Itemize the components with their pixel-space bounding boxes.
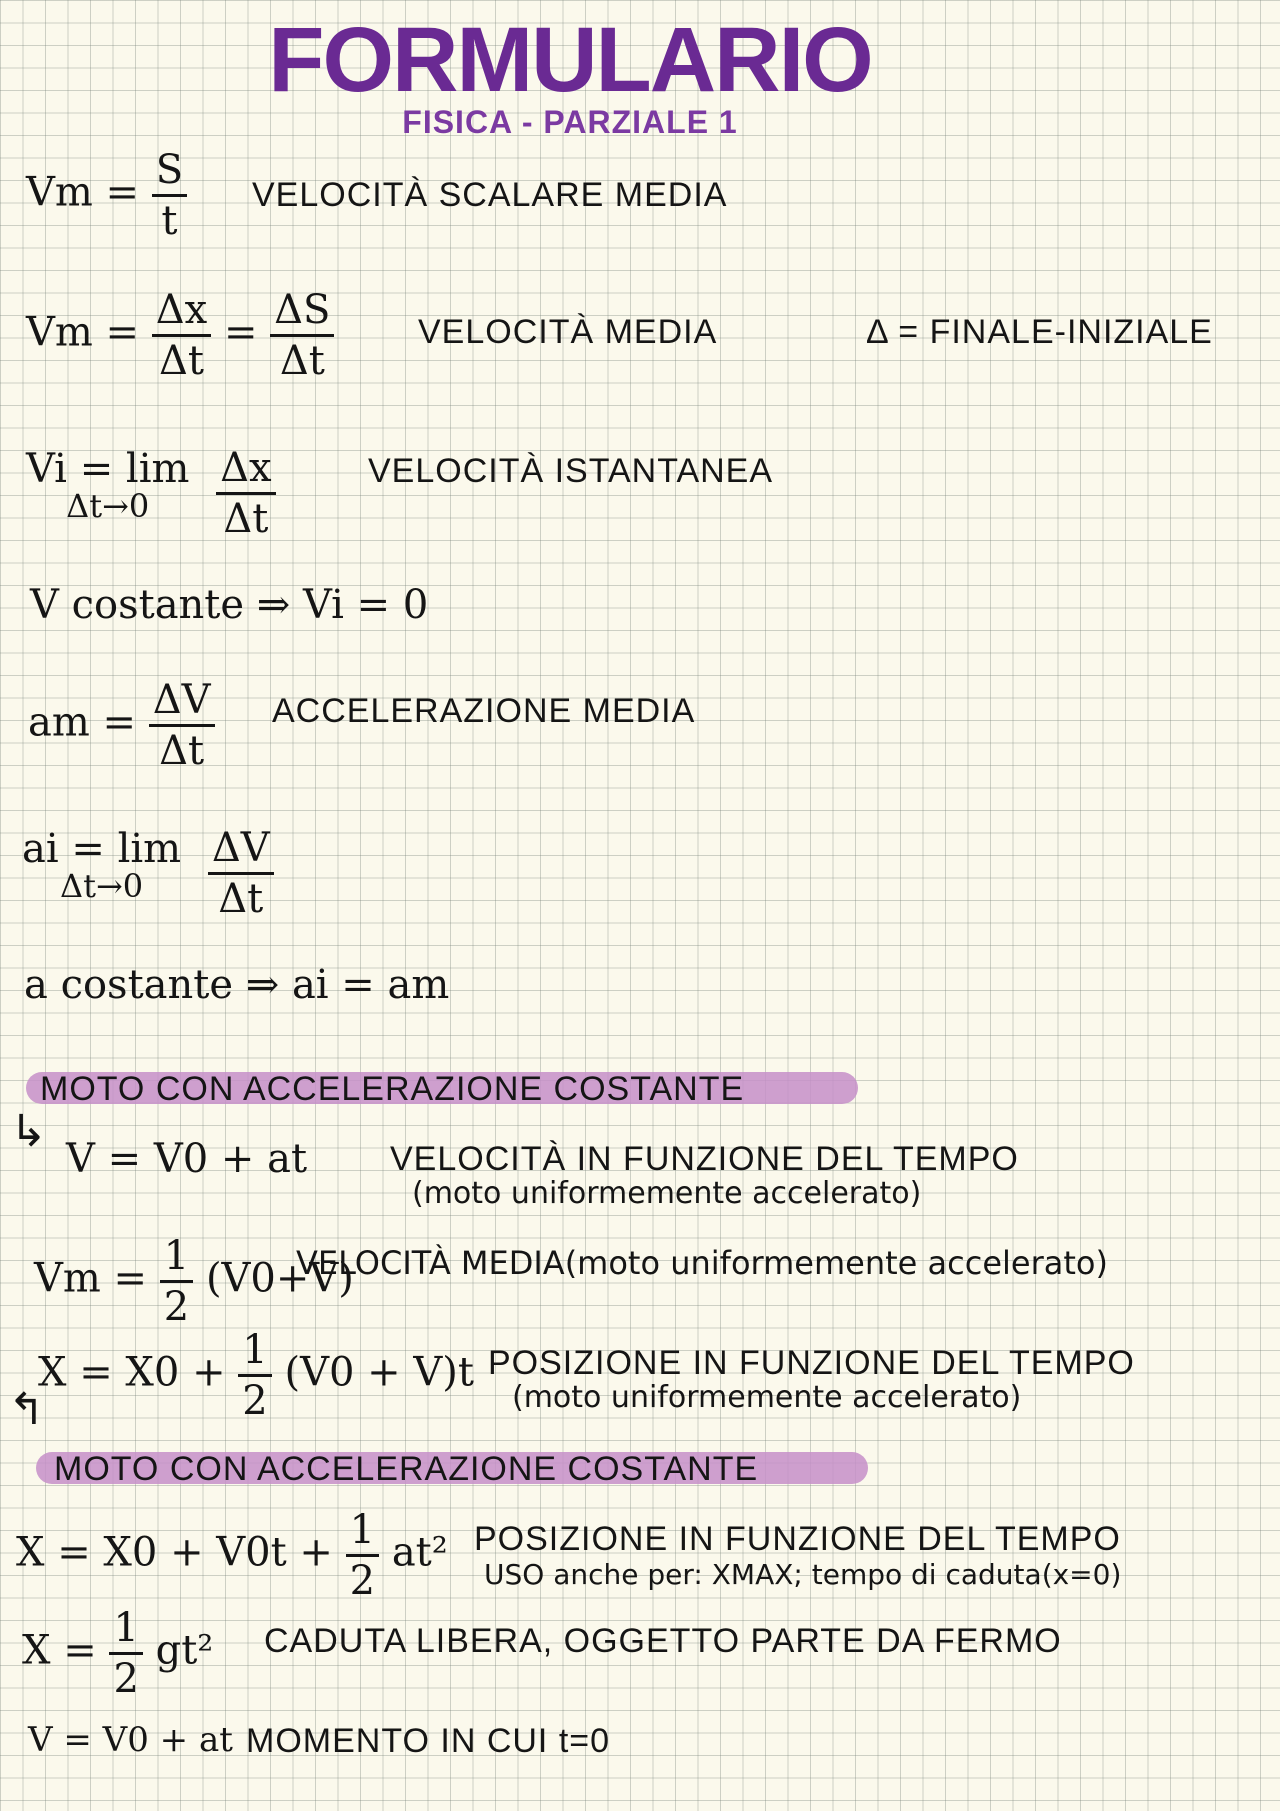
fraction bbox=[216, 445, 275, 542]
a-constant-rule: a costante ⇒ ai = am bbox=[24, 962, 450, 1008]
formula-x-time bbox=[38, 1327, 474, 1424]
fraction-denominator: 2 bbox=[163, 1284, 190, 1330]
formula-vi bbox=[26, 445, 276, 542]
formula-vm-scalar bbox=[26, 147, 187, 244]
fraction-numerator: S bbox=[152, 150, 187, 197]
note-x-time: (moto uniformemente accelerato) bbox=[512, 1380, 1022, 1415]
label-x-time: POSIZIONE IN FUNZIONE DEL TEMPO bbox=[488, 1344, 1135, 1382]
formula-rest: (V0 + V)t bbox=[284, 1349, 474, 1396]
limit bbox=[26, 448, 189, 524]
fraction-numerator: Δx bbox=[152, 290, 211, 337]
fraction-numerator: 1 bbox=[346, 1510, 379, 1557]
label-x-position: POSIZIONE IN FUNZIONE DEL TEMPO bbox=[474, 1520, 1121, 1558]
formula-ai bbox=[22, 825, 274, 922]
formula-lhs: Vm = bbox=[26, 169, 140, 216]
fraction-numerator: 1 bbox=[160, 1236, 193, 1283]
fraction bbox=[152, 287, 211, 384]
fraction-denominator: Δt bbox=[223, 496, 269, 542]
fraction bbox=[152, 147, 187, 244]
formula-x-position bbox=[16, 1507, 448, 1604]
fraction bbox=[160, 1233, 193, 1330]
section-heading: MOTO CON ACCELERAZIONE COSTANTE bbox=[40, 1070, 745, 1108]
fraction-denominator: Δt bbox=[279, 338, 325, 384]
fraction-numerator: 1 bbox=[238, 1330, 271, 1377]
fraction bbox=[346, 1507, 379, 1604]
formula-lhs: Vm = bbox=[26, 309, 140, 356]
label-vm-scalar: VELOCITÀ SCALARE MEDIA bbox=[252, 176, 728, 214]
formula-rest: (V0+V) bbox=[205, 1255, 354, 1302]
note-x-position: USO anche per: XMAX; tempo di caduta(x=0) bbox=[484, 1558, 1122, 1591]
limit-head: Vi = lim bbox=[26, 446, 190, 492]
label-vm: VELOCITÀ MEDIA bbox=[418, 313, 718, 351]
formula-vm bbox=[26, 287, 334, 384]
label-free-fall: CADUTA LIBERA, OGGETTO PARTE DA FERMO bbox=[264, 1622, 1062, 1660]
fraction-denominator: t bbox=[161, 198, 178, 244]
label-vm-mean: VELOCITÀ MEDIA(moto uniformemente accelerato) bbox=[296, 1244, 1108, 1282]
formula-rest: at² bbox=[391, 1529, 448, 1576]
page-title: FORMULARIO bbox=[268, 9, 872, 111]
fraction bbox=[109, 1605, 142, 1702]
formula-lhs: X = X0 + V0t + bbox=[16, 1529, 333, 1576]
formula-free-fall bbox=[22, 1605, 214, 1702]
fraction-numerator: ΔV bbox=[149, 680, 215, 727]
curved-arrow-icon: ↳ bbox=[10, 1106, 47, 1157]
limit bbox=[22, 828, 181, 904]
formula-lhs: am = bbox=[28, 699, 137, 746]
limit-subscript: Δt→0 bbox=[59, 867, 144, 905]
limit-subscript: Δt→0 bbox=[66, 487, 150, 525]
fraction-numerator: Δx bbox=[216, 448, 275, 495]
section-heading: MOTO CON ACCELERAZIONE COSTANTE bbox=[54, 1450, 759, 1488]
formula-am bbox=[28, 677, 215, 774]
formula-rest: gt² bbox=[155, 1627, 214, 1674]
formula-lhs: X = bbox=[22, 1627, 97, 1674]
formula-v-moment: V = V0 + at bbox=[28, 1720, 233, 1760]
fraction bbox=[238, 1327, 271, 1424]
formula-v-time: V = V0 + at bbox=[66, 1136, 308, 1182]
fraction-denominator: Δt bbox=[159, 728, 205, 774]
note-v-time: (moto uniformemente accelerato) bbox=[412, 1176, 922, 1211]
formula-lhs: Vm = bbox=[34, 1255, 148, 1302]
fraction-denominator: 2 bbox=[242, 1378, 268, 1424]
curved-arrow-up-icon: ↰ bbox=[8, 1384, 45, 1435]
fraction-denominator: Δt bbox=[218, 876, 264, 922]
fraction-numerator: ΔV bbox=[208, 828, 274, 875]
fraction-denominator: 2 bbox=[113, 1656, 139, 1702]
fraction bbox=[149, 677, 215, 774]
v-constant-rule: V costante ⇒ Vi = 0 bbox=[30, 582, 429, 628]
label-v-time: VELOCITÀ IN FUNZIONE DEL TEMPO bbox=[390, 1140, 1019, 1178]
limit-head: ai = lim bbox=[22, 826, 182, 872]
fraction-denominator: 2 bbox=[349, 1558, 376, 1604]
fraction bbox=[270, 287, 334, 384]
label-v-moment: MOMENTO IN CUI t=0 bbox=[246, 1722, 611, 1760]
fraction-numerator: ΔS bbox=[270, 290, 334, 337]
page-subtitle: FISICA - PARZIALE 1 bbox=[402, 104, 738, 140]
label-am: ACCELERAZIONE MEDIA bbox=[272, 692, 696, 730]
fraction bbox=[208, 825, 274, 922]
fraction-numerator: 1 bbox=[109, 1608, 142, 1655]
formula-lhs: X = X0 + bbox=[38, 1349, 226, 1396]
fraction-denominator: Δt bbox=[159, 338, 204, 384]
label-vi: VELOCITÀ ISTANTANEA bbox=[368, 452, 774, 490]
delta-note: Δ = FINALE-INIZIALE bbox=[866, 313, 1213, 351]
equals-sign: = bbox=[223, 309, 258, 356]
